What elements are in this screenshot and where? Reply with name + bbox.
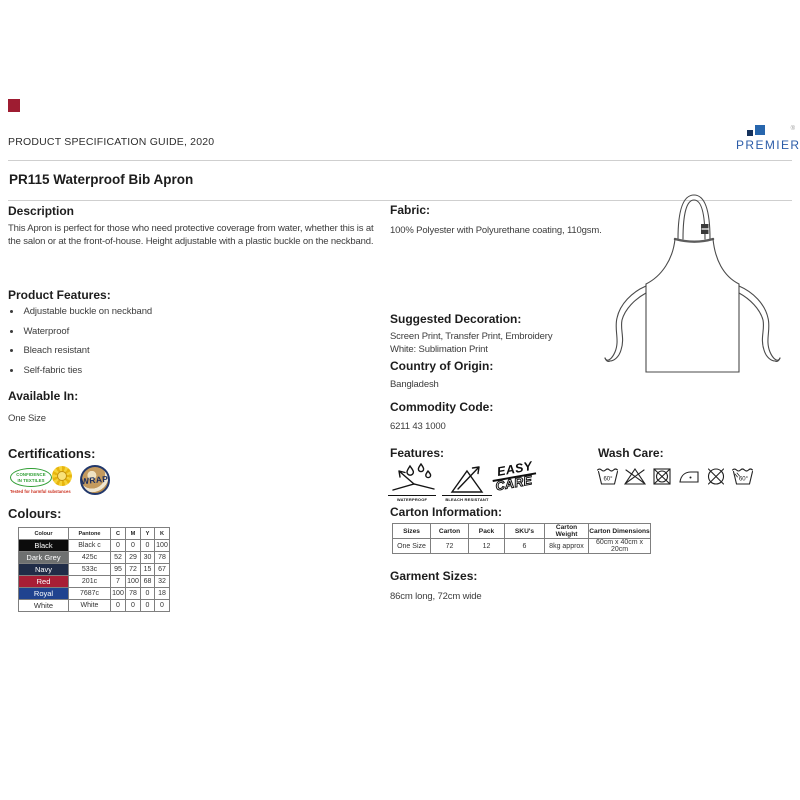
c-cell: 100 — [111, 588, 126, 600]
m-cell: 100 — [126, 576, 141, 588]
do-not-bleach-icon — [623, 465, 647, 487]
k-cell: 32 — [155, 576, 170, 588]
m-cell: 72 — [126, 564, 141, 576]
y-cell: 0 — [141, 588, 155, 600]
carton-cell: One Size — [393, 539, 431, 554]
waterproof-label: WATERPROOF — [388, 495, 436, 502]
col-header: Carton Weight — [545, 524, 589, 539]
suggested-decoration-heading: Suggested Decoration: — [390, 312, 522, 326]
droplet-icon — [418, 464, 423, 472]
premier-logo-blue-square-icon — [755, 125, 765, 135]
feature-item: • Self-fabric ties — [10, 365, 152, 376]
garment-sizes-heading: Garment Sizes: — [390, 569, 478, 583]
registered-trademark-icon: ® — [790, 126, 795, 132]
col-header: Pantone — [69, 528, 111, 540]
carton-cell: 60cm x 40cm x 20cm — [589, 539, 651, 554]
decoration-line1: Screen Print, Transfer Print, Embroidery — [390, 331, 553, 342]
guide-title: PRODUCT SPECIFICATION GUIDE, 2020 — [8, 136, 215, 148]
m-cell: 29 — [126, 552, 141, 564]
page-title: PR115 Waterproof Bib Apron — [9, 172, 194, 187]
carton-information-heading: Carton Information: — [390, 505, 502, 519]
k-cell: 100 — [155, 540, 170, 552]
c-cell: 52 — [111, 552, 126, 564]
table-row — [19, 564, 170, 576]
wash-care-icons — [596, 465, 755, 487]
table-row — [393, 539, 651, 554]
bleach-resistant-label: BLEACH RESISTANT — [442, 495, 492, 502]
k-cell: 0 — [155, 600, 170, 612]
table-row — [19, 552, 170, 564]
pantone-cell: 425c — [69, 552, 111, 564]
certifications-heading: Certifications: — [8, 446, 96, 461]
col-header: Pack — [469, 524, 505, 539]
y-cell: 15 — [141, 564, 155, 576]
droplet-icon — [407, 466, 413, 475]
col-header: Carton Dimensions — [589, 524, 651, 539]
y-cell: 0 — [141, 540, 155, 552]
product-features-list — [10, 306, 152, 384]
oeko-flower-core-icon — [57, 471, 67, 481]
description-heading: Description — [8, 204, 75, 218]
y-cell: 30 — [141, 552, 155, 564]
decoration-line2: White: Sublimation Print — [390, 344, 488, 355]
colour-swatch-cell: White — [19, 600, 69, 612]
col-header: Sizes — [393, 524, 431, 539]
colour-swatch-cell: Red — [19, 576, 69, 588]
y-cell: 0 — [141, 600, 155, 612]
page-accent-square — [8, 99, 20, 112]
triangle — [452, 471, 482, 492]
m-cell: 0 — [126, 540, 141, 552]
premier-logo — [735, 121, 800, 155]
wash-care-heading: Wash Care: — [598, 446, 664, 460]
oeko-line1: CONFIDENCE — [16, 472, 46, 478]
waterproof-icon — [390, 463, 436, 494]
description-body: This Apron is perfect for those who need protective coverage from water, whether this is at the salon or at the front-of-house. Height adjustable with a plastic buckle on the neckband. — [8, 223, 374, 247]
easy-care-line1: EASY — [490, 459, 536, 482]
premier-logo-dark-square-icon — [747, 130, 753, 136]
c-cell: 0 — [111, 540, 126, 552]
colour-swatch-cell: Navy — [19, 564, 69, 576]
oeko-line2: IN TEXTILES — [17, 477, 45, 483]
pantone-cell: 7687c — [69, 588, 111, 600]
iron-one-dot-icon — [677, 465, 701, 487]
c-cell: 7 — [111, 576, 126, 588]
carton-header-row — [393, 524, 651, 539]
machine-wash-60-icon — [596, 465, 620, 487]
apron-illustration — [598, 180, 793, 380]
available-in-value: One Size — [8, 413, 46, 424]
colour-swatch-cell: Dark Grey — [19, 552, 69, 564]
carton-cell: 72 — [431, 539, 469, 554]
m-cell: 0 — [126, 600, 141, 612]
svg-text:60°: 60° — [738, 476, 749, 483]
header-divider — [8, 160, 792, 161]
col-header: Colour — [19, 528, 69, 540]
col-header: Y — [141, 528, 155, 540]
c-cell: 95 — [111, 564, 126, 576]
colour-swatch-cell: Royal — [19, 588, 69, 600]
y-cell: 68 — [141, 576, 155, 588]
carton-cell: 6 — [505, 539, 545, 554]
confidence-in-textiles-logo — [10, 466, 74, 497]
feature-item: • Waterproof — [10, 326, 152, 337]
apron-body-outline — [646, 239, 739, 372]
wrap-label: WRAP — [80, 473, 110, 487]
col-header: Carton — [431, 524, 469, 539]
feature-item: • Bleach resistant — [10, 345, 152, 356]
c-cell: 0 — [111, 600, 126, 612]
colours-heading: Colours: — [8, 506, 62, 521]
brand-name: PREMIER — [736, 138, 800, 152]
m-cell: 78 — [126, 588, 141, 600]
colour-swatch-cell: Black — [19, 540, 69, 552]
do-not-dry-clean-icon — [704, 465, 728, 487]
carton-table — [392, 523, 651, 554]
col-header: K — [155, 528, 170, 540]
country-of-origin-value: Bangladesh — [390, 379, 439, 390]
carton-cell: 8kg approx — [545, 539, 589, 554]
available-in-heading: Available In: — [8, 389, 79, 403]
fabric-heading: Fabric: — [390, 203, 431, 217]
fabric-body: 100% Polyester with Polyurethane coating, 110gsm. — [390, 225, 602, 236]
colours-table — [18, 527, 170, 612]
carton-cell: 12 — [469, 539, 505, 554]
garment-sizes-value: 86cm long, 72cm wide — [390, 591, 482, 602]
svg-text:60°: 60° — [603, 476, 613, 483]
k-cell: 18 — [155, 588, 170, 600]
country-of-origin-heading: Country of Origin: — [390, 359, 494, 373]
oeko-caption: Tested for harmful substances — [10, 489, 71, 494]
colours-header-row — [19, 528, 170, 540]
table-row — [19, 600, 170, 612]
bleach-resistant-icon — [448, 463, 486, 494]
col-header: C — [111, 528, 126, 540]
pantone-cell: 533c — [69, 564, 111, 576]
table-row — [19, 540, 170, 552]
pantone-cell: Black c — [69, 540, 111, 552]
table-row — [19, 588, 170, 600]
machine-wash-60-mild-icon — [731, 465, 755, 487]
wrap-logo — [80, 465, 110, 495]
oeko-oval — [10, 468, 52, 487]
col-header: SKU's — [505, 524, 545, 539]
apron-bib-top — [675, 239, 713, 242]
do-not-tumble-dry-icon — [650, 465, 674, 487]
easy-care-line2: CARE — [494, 473, 534, 494]
k-cell: 67 — [155, 564, 170, 576]
feature-item: • Adjustable buckle on neckband — [10, 306, 152, 317]
surface-line — [393, 484, 434, 490]
k-cell: 78 — [155, 552, 170, 564]
product-features-heading: Product Features: — [8, 288, 111, 302]
commodity-code-heading: Commodity Code: — [390, 400, 494, 414]
pantone-cell: White — [69, 600, 111, 612]
commodity-code-value: 6211 43 1000 — [390, 421, 446, 432]
easy-care-logo — [490, 456, 541, 494]
features-heading: Features: — [390, 446, 445, 460]
table-row — [19, 576, 170, 588]
col-header: M — [126, 528, 141, 540]
droplet-icon — [426, 471, 431, 478]
pantone-cell: 201c — [69, 576, 111, 588]
